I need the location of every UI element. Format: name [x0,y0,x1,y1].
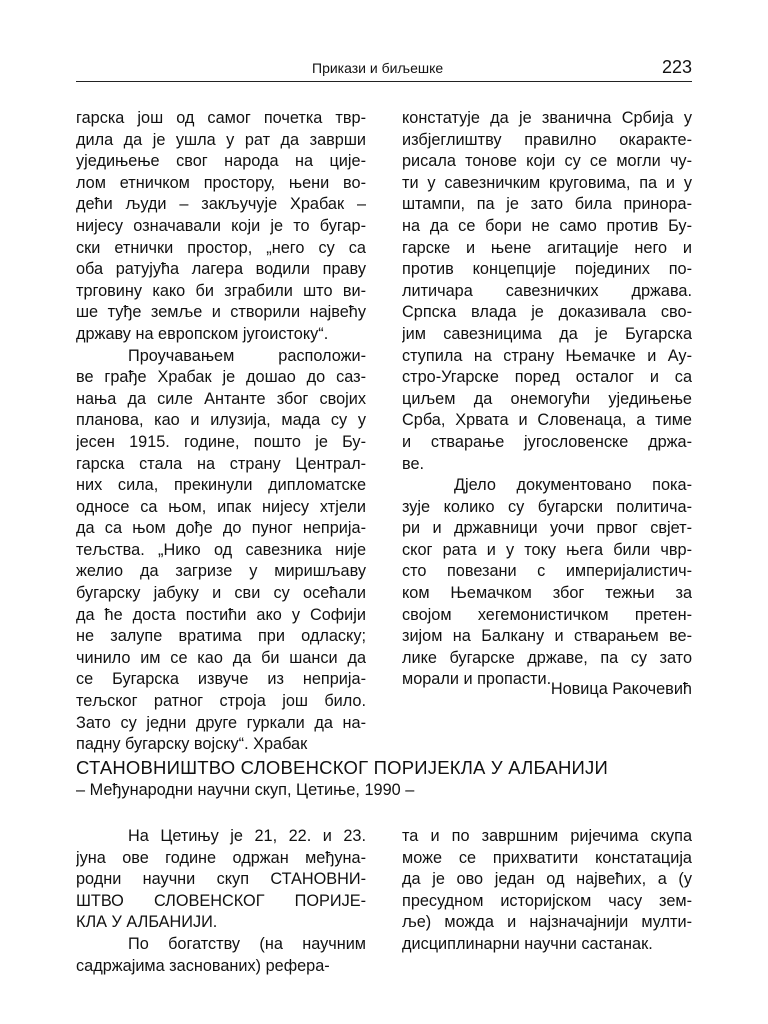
text-line: Срба, Хрвата и Словенаца, а тиме [402,411,692,430]
text-line: На Цетињу је 21, 22. и 23. [128,827,366,845]
text-line: односе са њом, ипак нијесу хтјели [76,497,366,516]
text-line: зијом на Балкану и стварањем ве- [402,627,692,646]
text-line: гарске и њене агитације него и [402,238,692,257]
text-line: планова, као и илузија, мада су у [76,411,366,430]
text-line: да је ово један од највећих, а (у [402,870,692,889]
text-line: нијесу означавали који је то бугар- [76,216,366,235]
text-line: сто повезани с империјалистич- [402,562,692,581]
text-line: морали и пропасти. [402,670,552,689]
text-line: ве. [402,454,425,473]
text-line: тељског ратног строја још било. [76,692,366,711]
text-line: избјеглиштву правилно окаракте- [402,130,692,149]
text-line: лике бугарске државе, па су зато [402,648,692,667]
running-header [76,58,692,82]
text-line: јесен 1915. године, пошто је Бу- [76,432,366,451]
text-line: чинило им се као да би шанси да [76,648,366,667]
text-line: трговину како би зграбили што ви- [76,281,366,300]
text-line: ве грађе Храбак је дошао до саз- [76,368,366,387]
text-line: ше туђе земље и створили највећу [76,303,366,322]
text-line: се Бугарска извуче из неприја- [76,670,366,689]
text-line: тељства. „Нико од савезника није [76,540,366,559]
article-title: СТАНОВНИШТВО СЛОВЕНСКОГ ПОРИЈЕКЛА У АЛБАНИЈИ [76,757,608,778]
text-line: стро-Угарске поред осталог и са [402,368,692,387]
text-line: ступила на страну Њемачке и Ау- [402,346,692,365]
review1-right-column [402,108,692,691]
text-line: литичара савезничких држава. [402,281,692,300]
text-line: лом етничком простору, њени во- [76,173,366,192]
text-line: уједињење свог народа на ције- [76,152,366,171]
text-line: КЛА У АЛБАНИЈИ. [76,913,218,932]
text-line: ски етнички простор, „него су са [76,238,366,257]
text-line: бугарску јабуку и сви су осећали [76,584,366,603]
text-line: нања да силе Антанте због својих [76,389,366,408]
text-line: садржајима заснованих) рефера- [76,956,330,975]
text-line: и стварање југословенске држа- [402,432,692,451]
text-line: дисциплинарни научни састанак. [402,934,653,953]
text-line: против концепције појединих по- [402,260,692,279]
text-line: Зато су једни друге гуркали да на- [76,713,366,732]
header-rule [76,81,692,82]
text-line: може се прихватити констатација [402,848,692,867]
text-line: јуна ове године одржан међуна- [76,848,366,867]
text-line: гарска стала на страну Централ- [76,454,366,473]
text-line: дила да је ушла у рат да заврши [76,130,366,149]
text-line: ри и државници уочи првог свјет- [402,519,692,538]
text-line: ком Њемачком због тежњи за [402,584,692,603]
text-line: ље) можда и најзначајнији мулти- [402,913,692,932]
text-line: ШТВО СЛОВЕНСКОГ ПОРИЈЕ- [76,891,366,910]
text-line: них сила, прекинули дипломатске [76,476,366,495]
text-line: Дјело документовано пока- [454,476,692,495]
text-line: гарска још од самог почетка твр- [76,109,366,127]
review1-left-column [76,108,366,756]
text-line: родни научни скуп СТАНОВНИ- [76,870,366,889]
article-subtitle: – Међународни научни скуп, Цетиње, 1990 – [76,781,415,799]
text-line: не залупе вратима при одласку; [76,627,366,646]
text-line: ског рата и у току њега били чвр- [402,540,692,559]
text-line: штампи, па је зато била принора- [402,195,692,214]
text-line: Српска влада је доказивала сво- [402,303,692,322]
text-line: својом хегемонистичком претен- [402,605,692,624]
text-line: ти у савезничким круговима, па и у [402,173,692,192]
text-line: та и по завршним ријечима скупа [402,827,692,845]
text-line: дећи људи – закључује Храбак – [76,195,366,214]
review2-left-column [76,826,366,977]
text-line: да са њом дође до пуног неприја- [76,519,366,538]
text-line: По богатству (на научним [128,934,366,953]
text-line: јим савезницима да је Бугарска [402,324,692,343]
text-line: падну бугарску војску“. Храбак [76,735,308,754]
text-line: констатује да је званична Србија у [402,109,692,127]
text-line: Проучавањем расположи- [128,346,366,365]
section-title: Прикази и биљешке [312,60,444,76]
text-line: пресудном историјском часу зем- [402,891,692,910]
text-line: рисала тонове који су се могли чу- [402,152,692,171]
text-line: желио да загризе у миришљаву [76,562,366,581]
text-line: зује колико су бугарски политича- [402,497,692,516]
review2-right-column [402,826,692,956]
text-line: државу на европском југоистоку“. [76,324,329,343]
review-signature: Новица Ракочевић [550,680,692,698]
text-line: оба ратујућа лагера водили праву [76,260,366,279]
text-line: циљем да онемогући уједињење [402,389,692,408]
page-number: 223 [661,57,692,77]
text-line: на да се бори не само против Бу- [402,216,692,235]
text-line: да ће доста постићи ако у Софији [76,605,366,624]
